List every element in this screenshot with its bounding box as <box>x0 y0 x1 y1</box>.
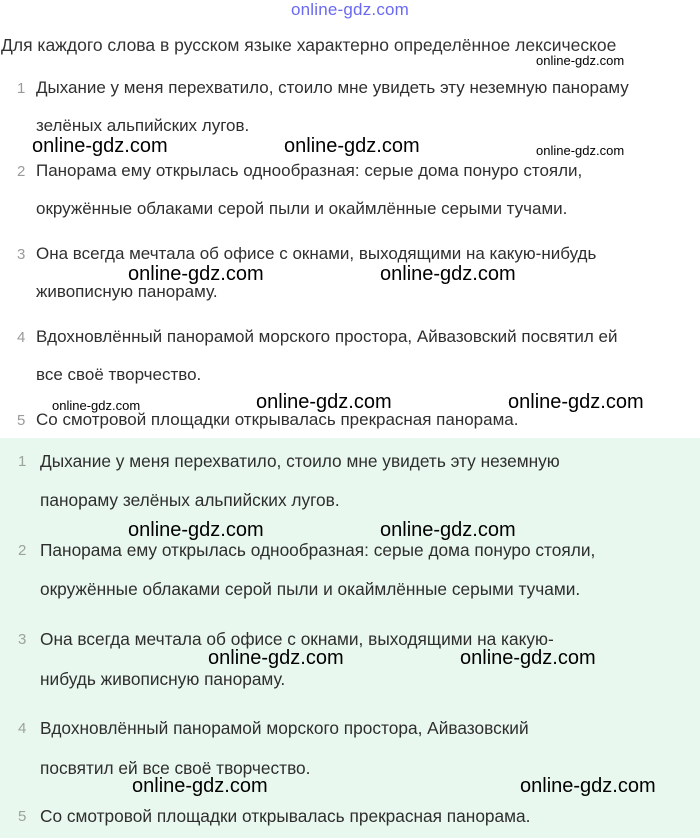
item-line: Со смотровой площадки открывалась прекрасная панорама. <box>40 806 531 826</box>
watermark: online-gdz.com <box>536 143 625 158</box>
watermark: online-gdz.com <box>32 135 168 157</box>
item-line: Дыхание у меня перехватило, стоило мне увидеть эту неземную панораму <box>36 78 629 97</box>
item-number: 5 <box>17 412 26 429</box>
item-line: панораму зелёных альпийских лугов. <box>40 490 340 510</box>
watermark: online-gdz.com <box>128 263 264 285</box>
intro-text: Для каждого слова в русском языке характерно определённое лексическое <box>1 35 617 55</box>
item-number: 4 <box>18 720 27 737</box>
top-watermark: online-gdz.com <box>290 0 410 19</box>
item-number: 3 <box>17 246 26 263</box>
watermark: online-gdz.com <box>52 398 141 413</box>
watermark: online-gdz.com <box>380 263 516 285</box>
item-line: окружённые облаками серой пыли и окаймлённые серыми тучами. <box>36 199 568 218</box>
item-line: Со смотровой площадки открывалась прекрасная панорама. <box>36 410 519 429</box>
item-line: Дыхание у меня перехватило, стоило мне увидеть эту неземную <box>40 451 560 471</box>
watermark: online-gdz.com <box>256 391 392 413</box>
watermark: online-gdz.com <box>132 775 268 797</box>
item-number: 4 <box>17 329 26 346</box>
item-line: нибудь живописную панораму. <box>40 669 286 689</box>
item-number: 2 <box>17 163 26 180</box>
item-line: Вдохновлённый панорамой морского простора, Айвазовский посвятил ей <box>36 327 618 346</box>
item-line: зелёных альпийских лугов. <box>36 116 250 135</box>
item-line: Панорама ему открылась однообразная: серые дома понуро стояли, <box>36 161 583 180</box>
item-line: Она всегда мечтала об офисе с окнами, выходящими на какую- <box>40 629 554 649</box>
item-line: все своё творчество. <box>36 365 202 384</box>
watermark: online-gdz.com <box>460 647 596 669</box>
watermark: online-gdz.com <box>208 647 344 669</box>
item-number: 1 <box>17 80 26 97</box>
item-line: окружённые облаками серой пыли и окаймлённые серыми тучами. <box>40 579 581 599</box>
item-line: посвятил ей все своё творчество. <box>40 758 311 778</box>
watermark: online-gdz.com <box>508 391 644 413</box>
item-line: Она всегда мечтала об офисе с окнами, выходящими на какую-нибудь <box>36 244 597 263</box>
item-number: 5 <box>18 808 27 825</box>
task-section <box>0 60 700 438</box>
item-line: живописную панораму. <box>36 282 218 301</box>
watermark: online-gdz.com <box>128 519 264 541</box>
item-number: 2 <box>18 542 27 559</box>
watermark: online-gdz.com <box>520 775 656 797</box>
item-line: Панорама ему открылась однообразная: серые дома понуро стояли, <box>40 540 596 560</box>
item-number: 3 <box>18 631 27 648</box>
item-number: 1 <box>18 453 27 470</box>
watermark: online-gdz.com <box>536 53 625 68</box>
watermark: online-gdz.com <box>380 519 516 541</box>
watermark: online-gdz.com <box>284 135 420 157</box>
item-line: Вдохновлённый панорамой морского простора, Айвазовский <box>40 718 529 738</box>
